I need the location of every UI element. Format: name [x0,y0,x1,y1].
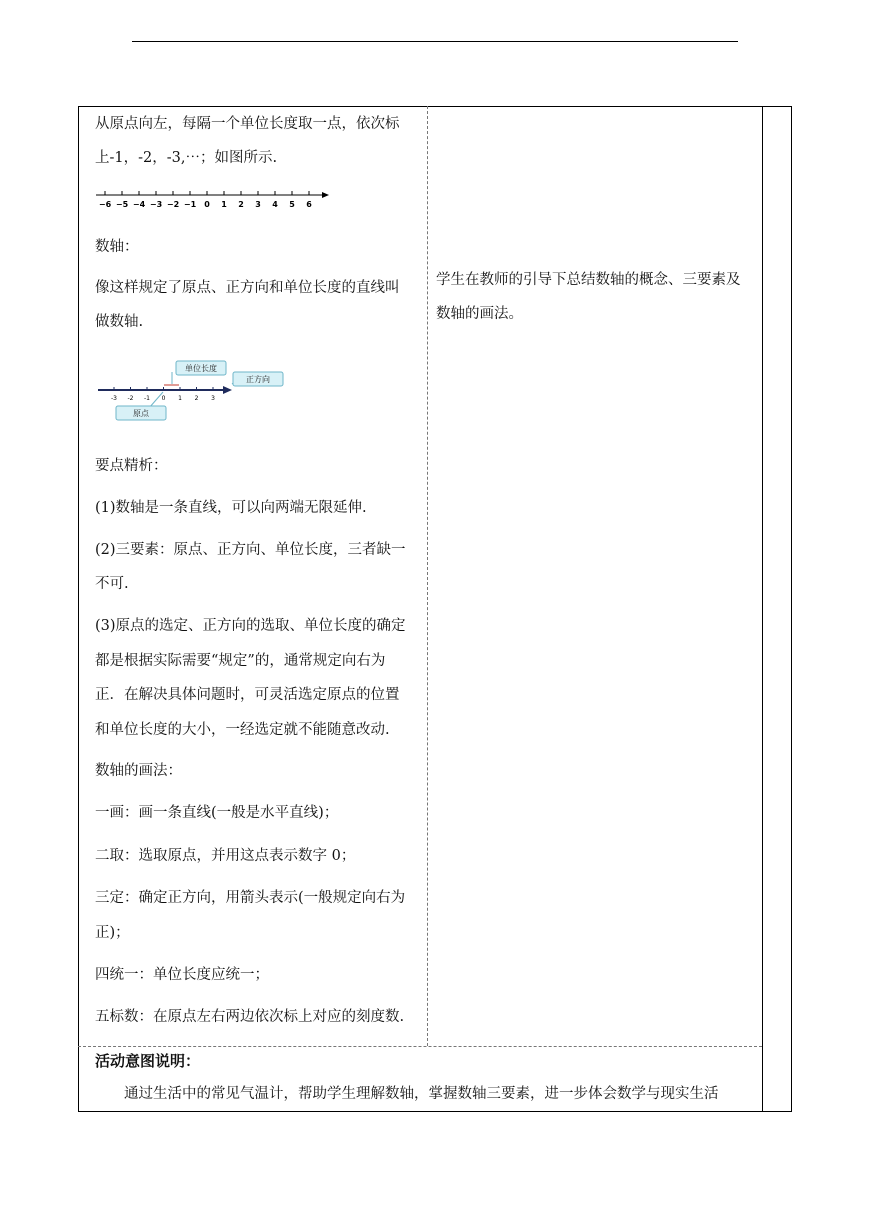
tick-label: −2 [166,200,180,209]
text-line: (3)原点的选定、正方向的选取、单位长度的确定 [95,618,406,634]
tick-label: 3 [211,395,215,402]
text-line: 和单位长度的大小，一经选定就不能随意改动. [95,722,390,738]
tick-label: 5 [289,200,295,209]
text-line: 二取：选取原点，并用这点表示数字 0； [95,848,356,864]
tick-label: −6 [98,200,112,209]
tick-label: 6 [306,200,312,209]
text-line: 正．在解决具体问题时，可灵活选定原点的位置 [95,687,400,703]
text-line: 不可. [95,576,129,592]
unit-callout-label: 单位长度 [185,364,217,373]
column-divider [427,106,428,1046]
number-line-figure [94,184,334,214]
tick-label: 0 [204,200,210,209]
text-line: 三定：确定正方向，用箭头表示(一般规定向右为 [95,890,406,906]
text-line: (2)三要素：原点、正方向、单位长度，三者缺一 [95,542,406,558]
text-line: 数轴的画法： [95,763,182,779]
tick-label: −5 [115,200,129,209]
tick-label: −4 [132,200,146,209]
student-activity-line: 数轴的画法。 [436,306,523,322]
tick-label: 0 [161,395,166,402]
text-line: 正)； [95,925,130,941]
text-line: 从原点向左，每隔一个单位长度取一点，依次标 [95,116,400,132]
header-rule [132,41,738,42]
student-activity-line: 学生在教师的引导下总结数轴的概念、三要素及 [436,272,741,288]
purpose-text: 通过生活中的常见气温计，帮助学生理解数轴，掌握数轴三要素，进一步体会数学与现实生活 [124,1086,719,1102]
tick-label: -3 [111,395,117,402]
text-line: 像这样规定了原点、正方向和单位长度的直线叫 [95,280,400,296]
text-line: 都是根据实际需要“规定”的，通常规定向右为 [95,653,386,669]
tick-label: −3 [149,200,163,209]
text-line: 五标数：在原点左右两边依次标上对应的刻度数. [95,1009,405,1025]
purpose-title: 活动意图说明： [95,1052,201,1070]
text-line: 做数轴. [95,314,144,330]
text-line: 数轴： [95,239,139,255]
text-line: 要点精析： [95,458,168,474]
direction-callout-label: 正方向 [246,375,270,384]
tick-label: -2 [127,395,134,402]
tick-label: -1 [144,395,150,402]
text-line: 上-1，-2，-3,⋯；如图所示. [95,150,278,166]
number-axis-elements-figure [94,356,294,426]
row-divider [78,1046,762,1047]
text-line: 四统一：单位长度应统一； [95,967,269,983]
tick-label: −1 [183,200,197,209]
column-divider-right [762,106,763,1112]
tick-label: 1 [221,200,227,209]
tick-label: 4 [272,200,278,209]
text-line: 一画：画一条直线(一般是水平直线)； [95,805,339,821]
tick-label: 1 [178,395,182,402]
tick-label: 2 [194,395,199,402]
lesson-table [78,106,792,1112]
origin-callout-label: 原点 [133,409,149,418]
tick-label: 3 [255,200,261,209]
text-line: (1)数轴是一条直线，可以向两端无限延伸. [95,500,367,516]
tick-label: 2 [238,200,244,209]
